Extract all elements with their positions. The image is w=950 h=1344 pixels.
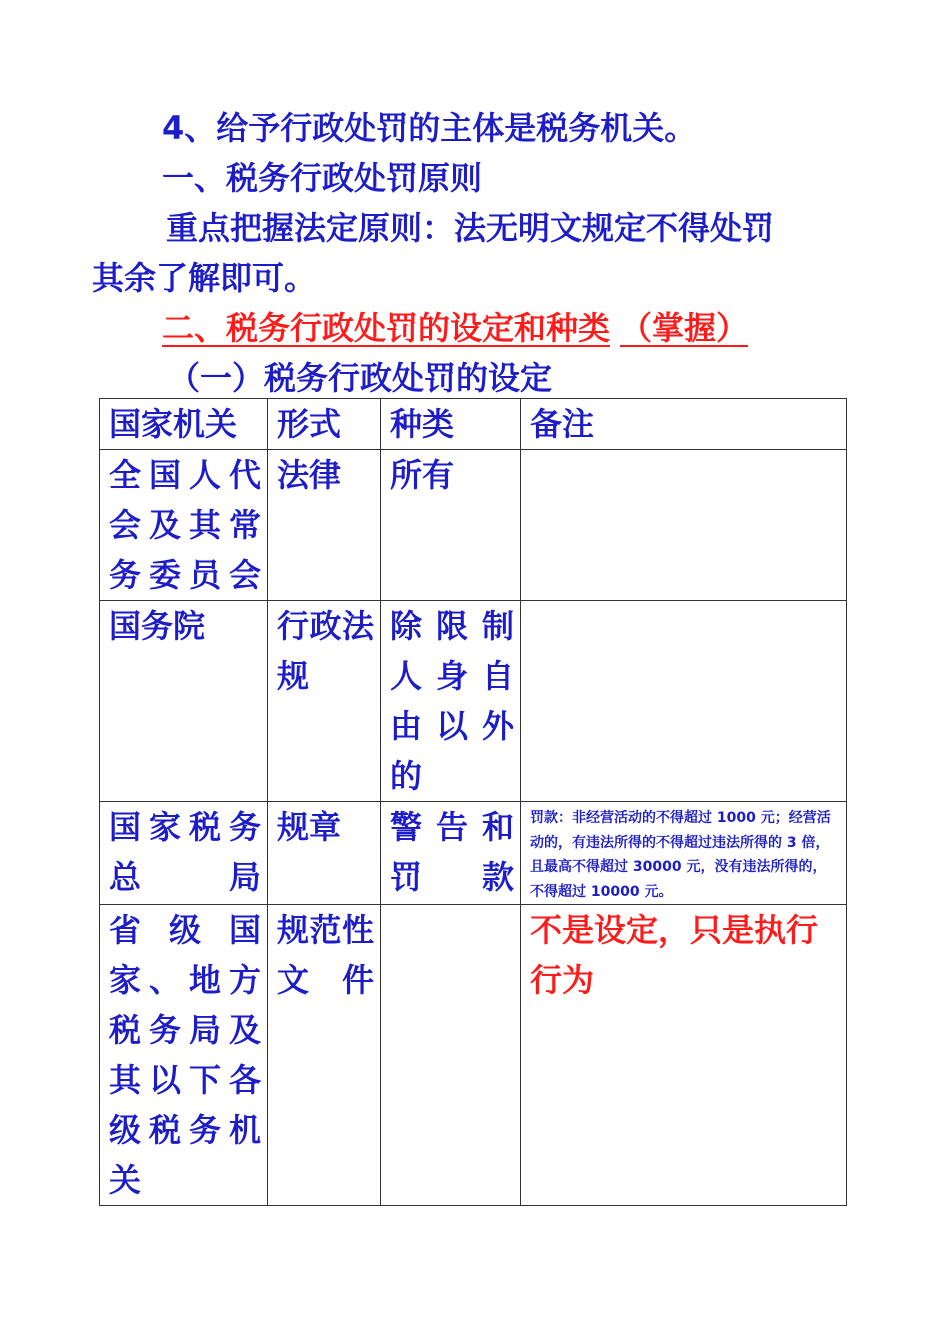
cell-organ: 国家税务总局 [100, 802, 268, 905]
cell-organ: 全国人代会及其常务委员会 [100, 450, 268, 601]
cell-kind: 警告和罚款 [381, 802, 521, 905]
cell-form: 规章 [268, 802, 381, 905]
cell-form: 行政法规 [268, 601, 381, 802]
heading-principles: 一、税务行政处罚原则 [162, 159, 483, 197]
heading-master-tag: （掌握） [620, 309, 749, 347]
paragraph-rest: 其余了解即可。 [92, 259, 317, 297]
cell-note [521, 450, 847, 601]
table-row [100, 905, 847, 1206]
cell-kind [381, 905, 521, 1206]
header-organ: 国家机关 [100, 399, 268, 450]
cell-form: 规范性文件 [268, 905, 381, 1206]
header-kind: 种类 [381, 399, 521, 450]
paragraph-key-principle: 重点把握法定原则：法无明文规定不得处罚 [166, 209, 775, 247]
table-row [100, 601, 847, 802]
cell-kind: 所有 [381, 450, 521, 601]
cell-note [521, 802, 847, 905]
cell-note [521, 905, 847, 1206]
not-setting-note: 不是设定，只是执行行为 [530, 911, 819, 999]
table-header-row [100, 399, 847, 450]
heading-setting-and-types [162, 304, 748, 352]
subheading-setting: （一）税务行政处罚的设定 [168, 359, 553, 397]
cell-organ: 国务院 [100, 601, 268, 802]
cell-organ: 省级国家、地方税务局及其以下各级税务机关 [100, 905, 268, 1206]
fine-limits-note: 罚款：非经营活动的不得超过 1000 元；经营活动的，有违法所得的不得超过违法所得的 3 倍，且最高不得超过 30000 元，没有违法所得的，不得超过 10000 元。 [530, 810, 831, 900]
cell-form: 法律 [268, 450, 381, 601]
cell-note [521, 601, 847, 802]
table-row [100, 802, 847, 905]
paragraph-subject: 4、给予行政处罚的主体是税务机关。 [162, 109, 697, 147]
table-row [100, 450, 847, 601]
header-form: 形式 [268, 399, 381, 450]
cell-kind: 除限制人身自由以外的 [381, 601, 521, 802]
heading-setting-and-types-text: 二、税务行政处罚的设定和种类 [162, 309, 611, 347]
penalty-setting-table [99, 398, 847, 1206]
header-note: 备注 [521, 399, 847, 450]
